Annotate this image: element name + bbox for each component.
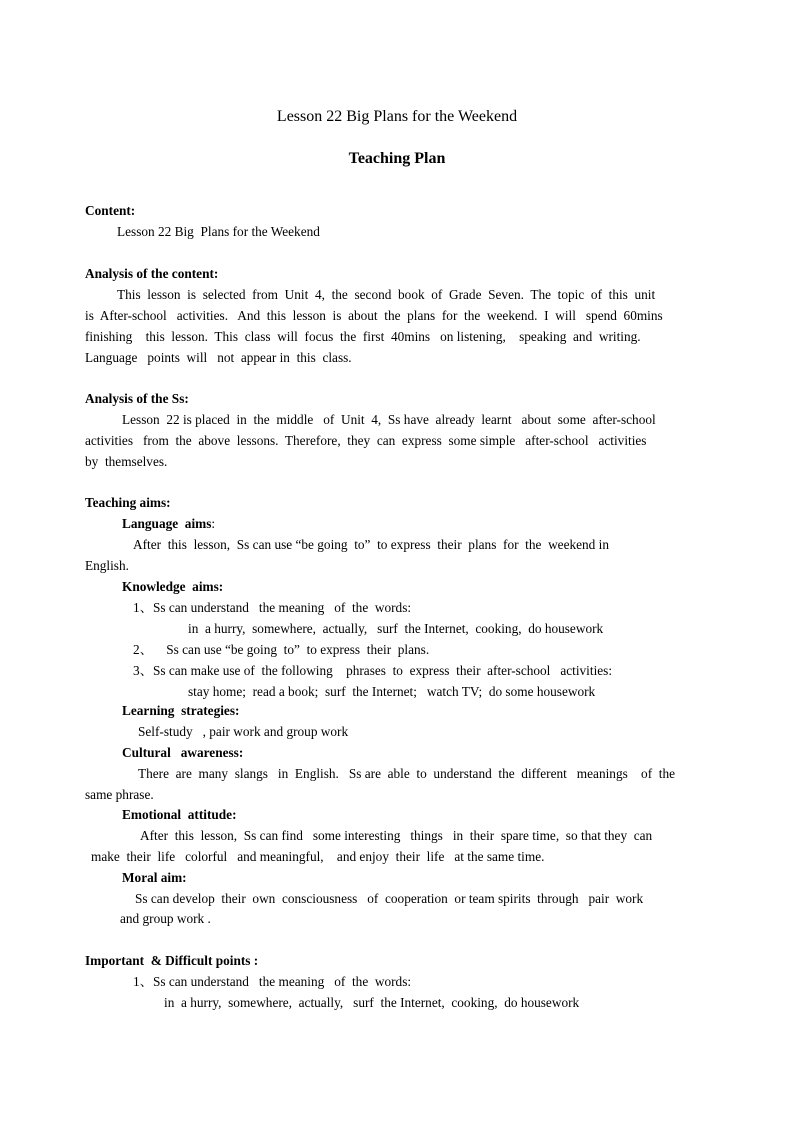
language-aims-heading-row [122, 516, 215, 532]
cultural-awareness-heading: Cultural awareness: [122, 745, 244, 760]
content-heading: Content: [85, 203, 136, 218]
teaching-aims-heading: Teaching aims: [85, 495, 171, 510]
knowledge-item-2: 2、 Ss can use “be going to” to express their plans. [133, 642, 430, 657]
emotional-attitude-line: make their life colorful and meaningful, and enjoy their life at the same time. [91, 849, 545, 864]
analysis-ss-line: by themselves. [85, 454, 168, 469]
emotional-attitude-line: After this lesson, Ss can find some interesting things in their spare time, so that they can [140, 828, 653, 843]
analysis-ss-line: activities from the above lessons. Therefore, they can express some simple after-school activities [85, 433, 647, 448]
knowledge-item-3: 3、Ss can make use of the following phrases to express their after-school activities: [133, 663, 613, 678]
document-title: Lesson 22 Big Plans for the Weekend [276, 108, 518, 125]
analysis-content-line: This lesson is selected from Unit 4, the second book of Grade Seven. The topic of this unit [117, 287, 656, 302]
analysis-content-line: finishing this lesson. This class will focus the first 40mins on listening, speaking and writing. [85, 329, 641, 344]
knowledge-aims-heading: Knowledge aims: [122, 579, 224, 594]
language-aims-colon: : [211, 516, 216, 531]
important-points-heading: Important & Difficult points : [85, 953, 259, 968]
important-item-1-words: in a hurry, somewhere, actually, surf the Internet, cooking, do housework [164, 995, 580, 1010]
language-aims-line: English. [85, 558, 129, 573]
analysis-ss-line: Lesson 22 is placed in the middle of Unit 4, Ss have already learnt about some after-school [122, 412, 656, 427]
moral-aim-line: and group work . [120, 911, 211, 926]
document-subtitle: Teaching Plan [348, 150, 446, 167]
analysis-content-heading: Analysis of the content: [85, 266, 219, 281]
knowledge-item-1: 1、Ss can understand the meaning of the words: [133, 600, 412, 615]
language-aims-heading: Language aims [122, 516, 212, 531]
moral-aim-line: Ss can develop their own consciousness of cooperation or team spirits through pair work [135, 891, 644, 906]
learning-strategies-heading: Learning strategies: [122, 703, 240, 718]
moral-aim-heading: Moral aim: [122, 870, 187, 885]
emotional-attitude-heading: Emotional attitude: [122, 807, 237, 822]
analysis-content-line: is After-school activities. And this lesson is about the plans for the weekend. I will spend 60mins [85, 308, 663, 323]
analysis-ss-heading: Analysis of the Ss: [85, 391, 189, 406]
language-aims-line: After this lesson, Ss can use “be going to” to express their plans for the weekend in [133, 537, 609, 552]
knowledge-item-1-words: in a hurry, somewhere, actually, surf the Internet, cooking, do housework [188, 621, 604, 636]
learning-strategies-text: Self-study , pair work and group work [138, 724, 349, 739]
cultural-awareness-line: There are many slangs in English. Ss are able to understand the different meanings of the [138, 766, 676, 781]
cultural-awareness-line: same phrase. [85, 787, 154, 802]
important-item-1: 1、Ss can understand the meaning of the words: [133, 974, 412, 989]
analysis-content-line: Language points will not appear in this class. [85, 350, 352, 365]
knowledge-item-3-phrases: stay home; read a book; surf the Internet; watch TV; do some housework [188, 684, 596, 699]
content-text: Lesson 22 Big Plans for the Weekend [117, 224, 320, 239]
